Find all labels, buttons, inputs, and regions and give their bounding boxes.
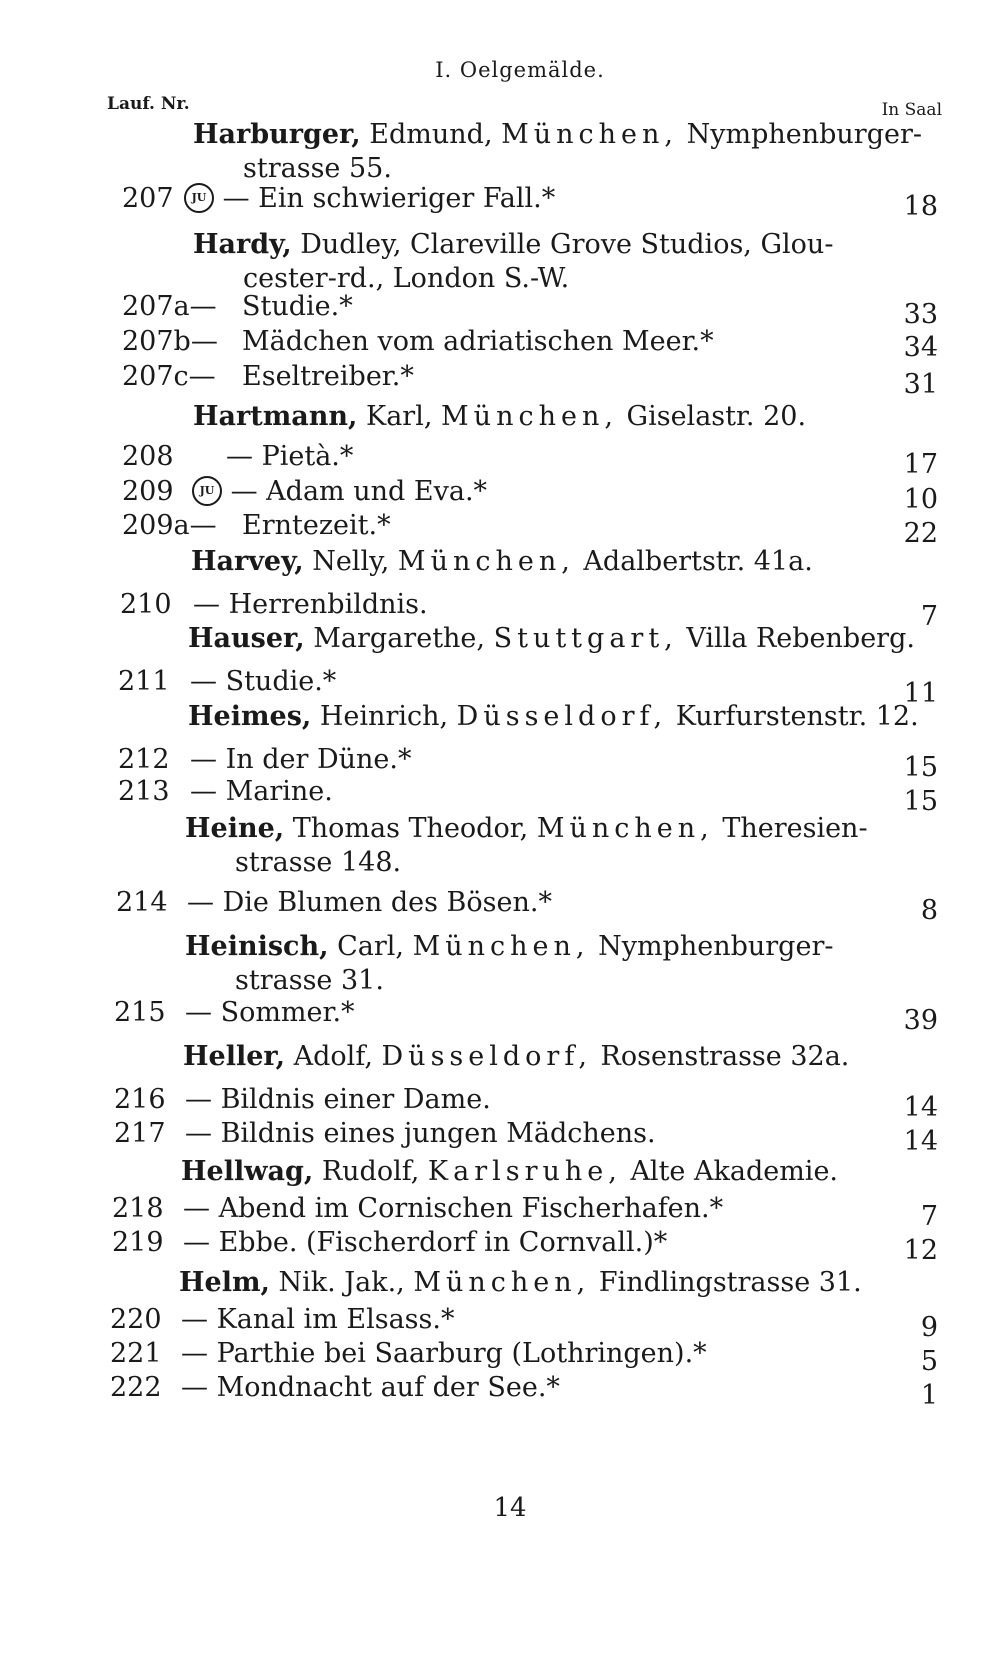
artist-address: Findlingstrasse 31. xyxy=(598,1267,862,1298)
artist-surname: Harvey, xyxy=(191,546,304,577)
catalog-entry xyxy=(0,886,1000,926)
artist-given-name: Rudolf, xyxy=(321,1156,420,1187)
entry-title xyxy=(242,509,391,543)
artist-line xyxy=(191,545,1000,579)
artist-surname: Hellwag, xyxy=(181,1156,314,1187)
running-number-label: Lauf. Nr. xyxy=(107,94,190,114)
entry-room: 14 xyxy=(903,1126,938,1157)
artist-heading xyxy=(0,700,1000,734)
entry-title-text: Mädchen vom adriatischen Meer.* xyxy=(242,326,714,357)
entry-room: 7 xyxy=(920,1201,938,1232)
catalog-entry xyxy=(0,996,1000,1036)
artist-surname: Heller, xyxy=(183,1041,286,1072)
artist-address: Nymphenburger- xyxy=(686,119,923,150)
catalog-entry xyxy=(0,743,1000,783)
artist-given-name: Dudley, xyxy=(300,229,402,260)
entry-title xyxy=(185,996,355,1030)
artist-heading xyxy=(0,622,1000,656)
entry-number: 207b— xyxy=(122,326,218,357)
entry-title xyxy=(242,290,353,324)
entry-title xyxy=(185,1117,656,1151)
entry-number: 218 xyxy=(112,1193,164,1224)
entry-title-text: — Studie.* xyxy=(190,666,337,697)
artist-line xyxy=(179,1266,1000,1300)
artist-surname: Heinisch, xyxy=(185,931,329,962)
artist-line xyxy=(188,622,1000,656)
entry-number: 212 xyxy=(118,744,170,775)
entry-title xyxy=(242,360,414,394)
catalog-entry xyxy=(0,1303,1000,1343)
artist-address: Adalbertstr. 41a. xyxy=(583,546,813,577)
entry-title-text: — Marine. xyxy=(190,776,333,807)
artist-address-continued: strasse 31. xyxy=(235,965,384,996)
entry-title-text: — Parthie bei Saarburg (Lothringen).* xyxy=(181,1338,707,1369)
catalog-entry xyxy=(0,1083,1000,1123)
artist-address-continued: cester-rd., London S.-W. xyxy=(243,263,570,294)
entry-number: 208 xyxy=(122,441,174,472)
artist-heading xyxy=(0,400,1000,434)
artist-surname: Heimes, xyxy=(188,701,312,732)
entry-number: 221 xyxy=(110,1338,162,1369)
entry-title-text: — Ebbe. (Fischerdorf in Cornvall.)* xyxy=(183,1227,668,1258)
entry-number: 217 xyxy=(114,1118,166,1149)
artist-address: Giselastr. 20. xyxy=(626,401,807,432)
entry-title xyxy=(181,1337,707,1371)
entry-room: 14 xyxy=(903,1092,938,1123)
artist-line xyxy=(185,812,1000,846)
entry-title-text: — In der Düne.* xyxy=(190,744,412,775)
entry-number: 211 xyxy=(118,666,170,697)
entry-title xyxy=(193,588,428,622)
catalog-entry xyxy=(0,325,1000,363)
artist-given-name: Heinrich, xyxy=(319,701,449,732)
entry-number: 207 xyxy=(122,183,174,214)
artist-heading xyxy=(0,545,1000,579)
artist-heading xyxy=(0,1266,1000,1300)
artist-address: Clareville Grove Studios, Glou- xyxy=(410,229,834,260)
catalog-entry xyxy=(0,509,1000,549)
artist-city: München, xyxy=(412,931,590,962)
artist-address: Alte Akademie. xyxy=(630,1156,838,1187)
catalog-entry xyxy=(0,440,1000,480)
entry-room: 18 xyxy=(903,191,938,222)
catalog-entry xyxy=(0,290,1000,330)
catalog-entry xyxy=(0,1192,1000,1232)
artist-surname: Hauser, xyxy=(188,623,305,654)
entry-room: 17 xyxy=(903,449,938,480)
entry-room: 15 xyxy=(903,786,938,817)
catalog-entry xyxy=(0,775,1000,817)
artist-heading xyxy=(0,812,1000,880)
entry-number: 207c— xyxy=(122,361,216,392)
catalog-entry xyxy=(0,360,1000,400)
entry-title-text: — Ein schwieriger Fall.* xyxy=(222,183,556,214)
entry-number: 222 xyxy=(110,1372,162,1403)
artist-city: Düsseldorf, xyxy=(381,1041,592,1072)
entry-room: 5 xyxy=(920,1346,938,1377)
entry-title-text: — Adam und Eva.* xyxy=(230,476,488,507)
artist-heading xyxy=(0,228,1000,296)
artist-surname: Harburger, xyxy=(193,119,361,150)
artist-heading xyxy=(0,1040,1000,1074)
entry-title xyxy=(184,182,555,216)
artist-heading xyxy=(0,930,1000,998)
entry-number: 215 xyxy=(114,997,166,1028)
catalog-entry xyxy=(0,588,1000,632)
catalog-entry xyxy=(0,475,1000,515)
artist-surname: Hardy, xyxy=(193,229,292,260)
catalog-entry xyxy=(0,1371,1000,1411)
catalog-entry xyxy=(0,1117,1000,1157)
entry-room: 12 xyxy=(903,1235,938,1266)
artist-address: Kurfurstenstr. 12. xyxy=(675,701,919,732)
entry-title xyxy=(187,886,552,920)
entry-number: 216 xyxy=(114,1084,166,1115)
artist-given-name: Adolf, xyxy=(293,1041,373,1072)
artist-heading xyxy=(0,1155,1000,1189)
artist-city: München, xyxy=(441,401,618,432)
entry-title-text: — Herrenbildnis. xyxy=(193,589,428,620)
artist-city: München, xyxy=(397,546,575,577)
entry-room: 31 xyxy=(903,369,938,400)
entry-room: 10 xyxy=(903,484,938,515)
entry-number: 207a— xyxy=(122,291,217,322)
artist-address: Rosenstrasse 32a. xyxy=(600,1041,850,1072)
artist-surname: Helm, xyxy=(179,1267,270,1298)
artist-given-name: Carl, xyxy=(337,931,404,962)
artist-city: München, xyxy=(413,1267,591,1298)
entry-title xyxy=(183,1226,667,1260)
entry-number: 209a— xyxy=(122,510,217,541)
artist-city: Stuttgart, xyxy=(493,623,678,654)
entry-room: 11 xyxy=(903,678,938,709)
artist-city: Karlsruhe, xyxy=(427,1156,622,1187)
entry-room: 33 xyxy=(903,299,938,330)
entry-title xyxy=(190,743,411,777)
artist-line xyxy=(188,700,1000,734)
entry-room: 15 xyxy=(903,752,938,783)
entry-title xyxy=(226,440,353,474)
artist-line xyxy=(185,930,1000,964)
catalog-entry xyxy=(0,1337,1000,1377)
artist-address: Nymphenburger- xyxy=(598,931,834,962)
entry-title xyxy=(190,775,333,809)
entry-title-text: Eseltreiber.* xyxy=(242,361,414,392)
artist-address-continued: strasse 148. xyxy=(235,847,402,878)
catalog-entry xyxy=(0,1226,1000,1266)
entry-number: 213 xyxy=(118,776,170,807)
entry-title-text: — Pietà.* xyxy=(226,441,354,472)
artist-city: Düsseldorf, xyxy=(456,701,668,732)
artist-given-name: Thomas Theodor, xyxy=(292,813,529,844)
entry-room: 39 xyxy=(903,1005,938,1036)
entry-room: 34 xyxy=(903,332,938,363)
artist-line xyxy=(193,400,1000,434)
artist-surname: Hartmann, xyxy=(193,401,358,432)
artist-line xyxy=(193,228,1000,262)
entry-number: 220 xyxy=(110,1304,162,1335)
entry-title xyxy=(181,1303,454,1337)
entry-room: 7 xyxy=(920,601,938,632)
artist-given-name: Nik. Jak., xyxy=(278,1267,405,1298)
entry-number: 219 xyxy=(112,1227,164,1258)
catalog-entry xyxy=(0,182,1000,222)
jury-mark-icon: JU xyxy=(192,476,222,506)
entry-title-text: — Sommer.* xyxy=(185,997,355,1028)
artist-line xyxy=(181,1155,1000,1189)
artist-given-name: Nelly, xyxy=(312,546,390,577)
entry-title-text: — Die Blumen des Bösen.* xyxy=(187,887,552,918)
artist-given-name: Karl, xyxy=(366,401,433,432)
entry-room: 9 xyxy=(920,1312,938,1343)
entry-title-text: — Bildnis einer Dame. xyxy=(185,1084,491,1115)
entry-title xyxy=(181,1371,560,1405)
artist-line xyxy=(193,118,1000,152)
entry-title xyxy=(192,475,487,509)
artist-given-name: Edmund, xyxy=(369,119,493,150)
page-title: I. Oelgemälde. xyxy=(435,58,605,82)
jury-mark-icon: JU xyxy=(184,183,214,213)
catalog-entry xyxy=(0,665,1000,709)
artist-line xyxy=(183,1040,1000,1074)
artist-city: München, xyxy=(501,119,679,150)
entry-number: 210 xyxy=(120,589,172,620)
entry-title-text: — Kanal im Elsass.* xyxy=(181,1304,455,1335)
artist-address: Theresien- xyxy=(722,813,868,844)
page-number: 14 xyxy=(493,1493,527,1523)
artist-address-continued: strasse 55. xyxy=(243,153,392,184)
entry-title xyxy=(242,325,714,359)
entry-title xyxy=(183,1192,723,1226)
entry-title-text: — Mondnacht auf der See.* xyxy=(181,1372,560,1403)
entry-room: 1 xyxy=(920,1380,938,1411)
room-label: In Saal xyxy=(881,100,942,120)
artist-given-name: Margarethe, xyxy=(313,623,485,654)
entry-title xyxy=(190,665,336,699)
artist-heading xyxy=(0,118,1000,186)
entry-title-text: Erntezeit.* xyxy=(242,510,391,541)
entry-number: 214 xyxy=(116,887,168,918)
entry-title-text: Studie.* xyxy=(242,291,353,322)
entry-room: 8 xyxy=(920,895,938,926)
entry-title-text: — Abend im Cornischen Fischerhafen.* xyxy=(183,1193,724,1224)
entry-title-text: — Bildnis eines jungen Mädchens. xyxy=(185,1118,656,1149)
artist-city: München, xyxy=(536,813,714,844)
artist-address: Villa Rebenberg. xyxy=(686,623,915,654)
entry-title xyxy=(185,1083,491,1117)
entry-number: 209 xyxy=(122,476,174,507)
artist-surname: Heine, xyxy=(185,813,285,844)
entry-room: 22 xyxy=(903,518,938,549)
